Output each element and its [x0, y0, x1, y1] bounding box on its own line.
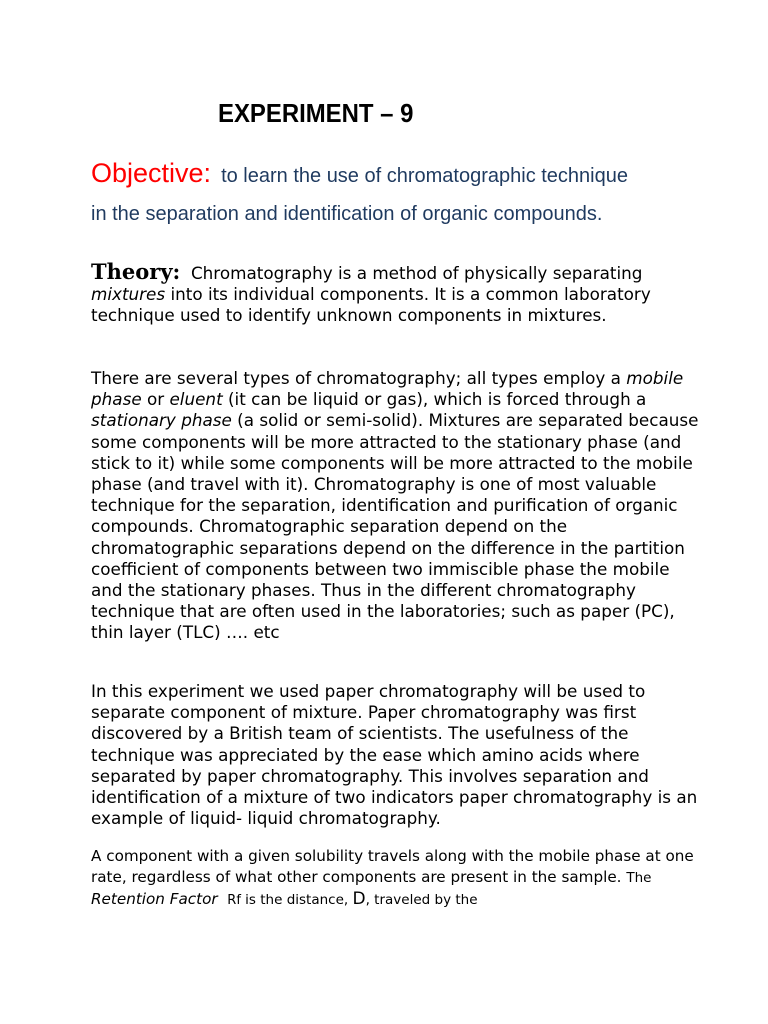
retention-factor-term: Retention Factor: [91, 890, 218, 908]
mixtures-term: mixtures: [91, 284, 166, 305]
stationary-phase-term: stationary phase: [91, 410, 232, 431]
mobile-phase-term: mobile phase: [91, 368, 684, 410]
chromatography-types-paragraph: There are several types of chromatography; all types employ a mobile phase or eluent (it can be liquid or gas), which is forced through a stationary phase (a solid or semi-solid). Mixtures are separated because some components will be more attracted to the stationary phase (and stick to it) while some components will be more attracted to the mobile phase (and travel with it). Chromatography is one of most valuable technique for the separation, identification and purification of organic compounds. Chromatographic separation depend on the chromatographic separations depend on the difference in the partition coefficient of components between two immiscible phase the mobile and the stationary phases. Thus in the different chromatography technique that are often used in the laboratories; such as paper (PC), thin layer (TLC) …. etc: [91, 368, 699, 643]
objective-text-line1: to learn the use of chromatographic technique: [221, 165, 628, 187]
objective-label: Objective:: [91, 158, 212, 188]
page-title: EXPERIMENT – 9: [218, 98, 414, 128]
theory-label: Theory:: [91, 259, 181, 284]
eluent-term: eluent: [169, 389, 223, 410]
retention-factor-paragraph: A component with a given solubility travels along with the mobile phase at one rate, regardless of what other components are present in the sample. The Retention Factor Rf is the distance, D, traveled by the: [91, 847, 694, 909]
objective-text-line2: in the separation and identification of organic compounds.: [91, 203, 603, 225]
objective-section: [91, 158, 731, 226]
paper-chromatography-paragraph: In this experiment we used paper chromatography will be used to separate component of mixture. Paper chromatography was first discovered by a British team of scientists. The usefulness of the technique was appreciated by the ease which amino acids where separated by paper chromatography. This involves separation and identification of a mixture of two indicators paper chromatography is an example of liquid- liquid chromatography.: [91, 681, 698, 829]
distance-symbol: D: [352, 889, 366, 909]
rf-symbol: Rf: [227, 893, 241, 908]
theory-paragraph: Theory: Chromatography is a method of physically separating mixtures into its individual components. It is a common laboratory technique used to identify unknown components in mixtures.: [91, 259, 651, 326]
